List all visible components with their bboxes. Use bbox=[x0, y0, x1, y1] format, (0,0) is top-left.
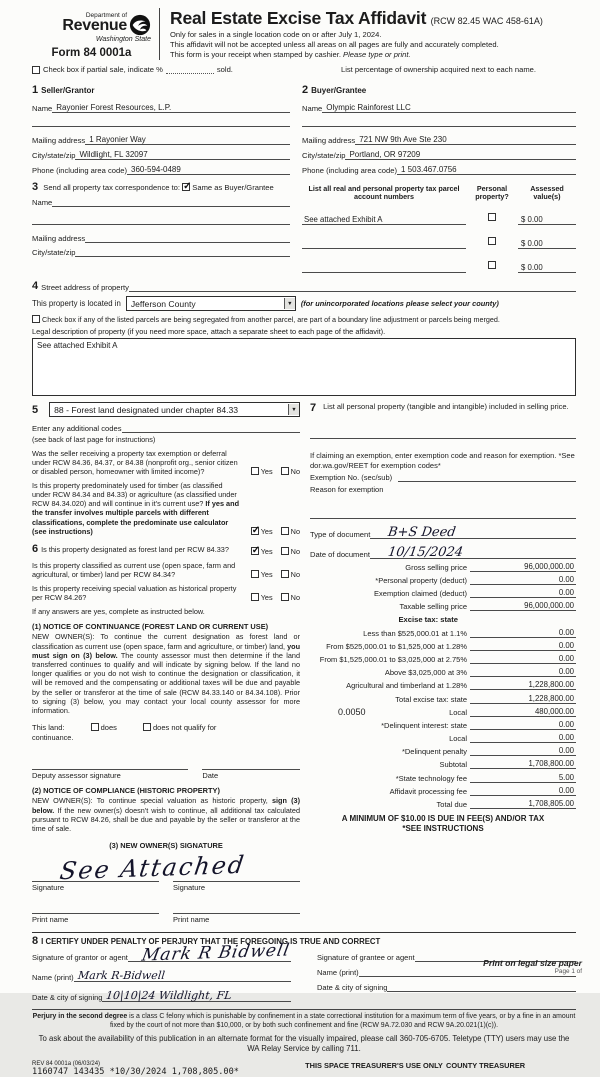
tax-row-label: Gross selling price bbox=[405, 562, 467, 572]
this-land-label: This land: bbox=[32, 723, 65, 733]
print-name-label: Print name bbox=[173, 915, 210, 925]
seller-section-title: Seller/Grantor bbox=[41, 85, 95, 95]
county-note: (for unincorporated locations please select your county) bbox=[300, 299, 499, 309]
parcel-personal-property-checkbox[interactable] bbox=[488, 261, 496, 269]
perjury-notice: Perjury in the second degree is a class C felony which is punishable by confinement in a state correctional institution for a maximum term of five years, or by a fine in an amount fixed by the court of not more than $10,000, or by both such confinement and fine (RCW 9A.72.030 and RCW 9A.20.021(1)(c)). bbox=[32, 1013, 576, 1029]
type-of-document-field[interactable] bbox=[370, 523, 576, 539]
tax-row-label: Local bbox=[449, 734, 467, 744]
additional-codes-field[interactable] bbox=[122, 424, 301, 433]
county-dropdown-value: Jefferson County bbox=[130, 298, 196, 309]
correspondence-name-field[interactable] bbox=[52, 198, 290, 207]
personal-property-header: Personal property? bbox=[475, 183, 509, 201]
additional-codes-label: Enter any additional codes bbox=[32, 424, 122, 434]
county-dropdown[interactable] bbox=[126, 296, 296, 311]
grantor-signature-label: Signature of grantor or agent bbox=[32, 953, 128, 963]
deputy-assessor-date-label: Date bbox=[202, 771, 219, 781]
parcel-row bbox=[302, 255, 576, 273]
treasurer-space-label: THIS SPACE TREASURER'S USE ONLY bbox=[305, 1061, 443, 1071]
buyer-grantee-section bbox=[302, 74, 576, 175]
affidavit-processing-fee-field[interactable]: 0.00 bbox=[470, 786, 576, 796]
deferral-yes-checkbox[interactable] bbox=[251, 467, 259, 475]
grantor-print-name-handwriting: Mark R-Bidwell bbox=[77, 969, 166, 983]
section-7-number: 7 bbox=[310, 402, 317, 415]
form-revision-number: REV 84 0001a (06/03/24) bbox=[32, 1061, 101, 1068]
minimum-due-notice: A MINIMUM OF $10.00 IS DUE IN FEE(S) AND/OR TAX *SEE INSTRUCTIONS bbox=[341, 814, 545, 834]
assessed-value-field[interactable]: $ 0.00 bbox=[518, 239, 576, 249]
parcel-personal-property-checkbox[interactable] bbox=[488, 237, 496, 245]
correspondence-city-field[interactable] bbox=[75, 248, 290, 257]
form-title-reference: (RCW 82.45 WAC 458-61A) bbox=[430, 16, 543, 26]
tier2-tax-field[interactable]: 0.00 bbox=[470, 641, 576, 651]
tax-row-label: Total excise tax: state bbox=[395, 694, 467, 704]
tax-row-label: Less than $525,000.01 at 1.1% bbox=[363, 628, 467, 638]
grantor-date-city-handwriting: 10|10|24 Wildlight, FL bbox=[105, 989, 233, 1003]
current-use-question: Is this property classified as current use (open space, farm and agricultural, or timber) land per RCW 84.34? bbox=[32, 561, 236, 580]
tier4-tax-field[interactable]: 0.00 bbox=[470, 667, 576, 677]
form-header bbox=[32, 8, 576, 60]
agricultural-timberland-tax-field[interactable]: 1,228,800.00 bbox=[470, 680, 576, 690]
exemption-number-field[interactable] bbox=[398, 473, 576, 482]
correspondence-mailing-field[interactable] bbox=[85, 234, 290, 243]
assessed-value-field[interactable]: $ 0.00 bbox=[518, 263, 576, 273]
dor-logo-block bbox=[32, 8, 160, 60]
historic-yes-checkbox[interactable] bbox=[251, 593, 259, 601]
signature-label: Signature bbox=[173, 883, 206, 893]
seller-mailing-label: Mailing address bbox=[32, 135, 86, 145]
predominate-yes-checkbox[interactable] bbox=[251, 527, 259, 535]
parcel-numbers-header: List all real and personal property tax parcel account numbers bbox=[308, 183, 460, 201]
grantee-signature-label: Signature of grantee or agent bbox=[317, 953, 415, 963]
exemption-claimed-field[interactable]: 0.00 bbox=[470, 588, 576, 598]
notice-of-compliance-body: NEW OWNER(S): To continue special valuation as historic property, sign (3) below. If the new owner(s) doesn't wish to continue, all additional tax calculated pursuant to RCW 84.26, shall be due and payable by the seller or transferor at the time of sale. bbox=[32, 796, 300, 833]
notice-of-continuance-title: (1) NOTICE OF CONTINUANCE (FOREST LAND OR CURRENT USE) bbox=[32, 622, 269, 632]
exemption-number-label: Exemption No. (sec/sub) bbox=[310, 472, 393, 482]
grantor-date-city-label: Date & city of signing bbox=[32, 993, 103, 1003]
if-yes-instruction: If any answers are yes, complete as instructed below. bbox=[32, 607, 205, 617]
seller-name-field[interactable]: Rayonier Forest Resources, L.P. bbox=[52, 103, 290, 113]
seller-mailing-field[interactable]: 1 Rayonier Way bbox=[85, 135, 290, 145]
legal-size-paper-note: Print on legal size paper bbox=[483, 958, 582, 968]
certify-statement: I CERTIFY UNDER PENALTY OF PERJURY THAT THE FOREGOING IS TRUE AND CORRECT bbox=[41, 937, 381, 947]
tax-row-label: *Delinquent interest: state bbox=[381, 720, 467, 730]
parcel-account-field[interactable] bbox=[302, 263, 466, 273]
exemption-reason-field[interactable] bbox=[310, 508, 576, 519]
grantor-date-city-field[interactable] bbox=[102, 988, 291, 1002]
notice-of-compliance-title: (2) NOTICE OF COMPLIANCE (HISTORIC PROPERTY) bbox=[32, 786, 220, 796]
agency-subtitle: Washington State bbox=[95, 36, 151, 43]
legal-description-textarea[interactable]: See attached Exhibit A bbox=[32, 338, 576, 396]
grantor-print-name-label: Name (print) bbox=[32, 973, 74, 983]
ownership-percentage-note: List percentage of ownership acquired next to each name. bbox=[340, 64, 536, 74]
buyer-name-label: Name bbox=[302, 103, 323, 113]
excise-tax-state-heading: Excise tax: state bbox=[398, 615, 458, 625]
tax-computation-column bbox=[310, 402, 576, 924]
tax-row-label: *State technology fee bbox=[395, 773, 467, 783]
subtotal-field[interactable]: 1,708,800.00 bbox=[470, 759, 576, 769]
parcel-row bbox=[302, 231, 576, 249]
section-8-number: 8 bbox=[32, 935, 39, 948]
dept-of-label: Department of bbox=[85, 12, 127, 19]
additional-codes-note: (see back of last page for instructions) bbox=[32, 435, 156, 445]
parcel-row bbox=[302, 207, 576, 225]
land-use-code-dropdown[interactable] bbox=[49, 402, 300, 417]
correspondence-mailing-label: Mailing address bbox=[32, 233, 86, 243]
forest-no-checkbox[interactable] bbox=[281, 547, 289, 555]
correspondence-label: Send all property tax correspondence to: bbox=[43, 182, 181, 192]
section-1-number: 1 bbox=[32, 83, 39, 96]
segregated-parcels-checkbox[interactable] bbox=[32, 315, 40, 323]
buyer-mailing-label: Mailing address bbox=[302, 135, 356, 145]
forest-land-question: 6 Is this property designated as forest land per RCW 84.33? bbox=[32, 542, 229, 555]
buyer-city-field[interactable]: Portland, OR 97209 bbox=[345, 150, 576, 160]
deputy-assessor-signature-field[interactable] bbox=[32, 758, 188, 770]
local-rate-value: 0.0050 bbox=[338, 706, 366, 717]
section-3-number: 3 bbox=[32, 180, 39, 193]
exemption-note: If claiming an exemption, enter exemption code and reason for exemption. *See dor.wa.gov/REET for exemption codes* bbox=[310, 451, 575, 470]
historic-no-checkbox[interactable] bbox=[281, 593, 289, 601]
tax-row-label: *Delinquent penalty bbox=[401, 747, 467, 757]
new-owner-print-name-field-2[interactable] bbox=[173, 902, 300, 914]
partial-sale-label: Check box if partial sale, indicate % bbox=[43, 64, 163, 74]
accessibility-notice: To ask about the availability of this publication in an alternate format for the visually impaired, please call 360-705-6705. Teletype (TTY) users may use the WA Relay Service by calling 711. bbox=[38, 1034, 570, 1053]
form-footer bbox=[32, 1009, 576, 1077]
tax-computation-table bbox=[310, 562, 576, 809]
tax-row-label: Local bbox=[449, 707, 467, 717]
seller-name-2-field[interactable] bbox=[32, 118, 290, 127]
tax-row-label: Total due bbox=[436, 800, 467, 810]
grantee-date-city-field[interactable] bbox=[387, 983, 576, 992]
partial-sale-sold-label: sold. bbox=[216, 64, 233, 74]
signature-label: Signature bbox=[32, 883, 65, 893]
buyer-phone-field[interactable]: 1 503.467.0756 bbox=[397, 165, 576, 175]
tax-row-label: Exemption claimed (deduct) bbox=[374, 589, 467, 599]
land-use-column: 5 88 - Forest land designated under chapter 84.33 ▼ Enter any additional codes (see back of last page for instructions) Was the seller receiving a property tax exemption or deferral under RCW 84.36, 84.37, or 84.38 (nonprofit org., senior citizen or disabled person, homeowner with limited income)? Yes No Is this property predominately used for timber (as classified under RCW 84.34 and 84.33) or agriculture (as classified under RCW 84.34.020) and will continue in it's current use? If yes and the transfer involves multiple parcels with different classifications, complete the predominate use calculator (see instructions) ✓ Yes No 6 Is this property designated as forest land per RCW 84.33? ✓ Yes No Is this property classified as current use (open space, farm and agricultural, or timber) land per RCW 84.34? Yes No Is this property receiving special valuation as historical property per RCW 84.26? Yes No If any answers are yes, complete as instructed below. (1) NOTICE OF CONTINUANCE (FOREST LAND OR CURRENT USE) NEW OWNER(S): To continue the current designation as forest land or classification as current use (open space, farm and agriculture, or timber) land, you must sign on (3) below. The county assessor must then determine if the land transferred continues to qualify and will indicate by signing below. If the land no longer qualifies or you do not wish to continue the designation or classification, it will be removed and the compensating or additional taxes will be due and payable by the seller or transferor at the time of sale (RCW 84.33.140 or 84.34.108). Prior to signing (3) below, you may contact your local county assessor for more information. This land: does does not qualify for continuance. Deputy assessor signature Date (2) NOTICE OF COMPLIANCE (HISTORIC PROPERTY) NEW OWNER(S): To continue special valuation as historic property, sign (3) below. If the new owner(s) doesn't wish to continue, all additional tax calculated pursuant to RCW 84.26, shall be due and payable by the seller or transferor at the time of sale. (3) NEW OWNER(S) SIGNATURE See Attached Signature Signature Print name Print name bbox=[32, 402, 300, 924]
personal-property-field[interactable] bbox=[310, 428, 576, 439]
correspondence-name-2-field[interactable] bbox=[32, 216, 290, 225]
personal-property-instruction: List all personal property (tangible and intangible) included in selling price. bbox=[323, 402, 569, 412]
assessed-value-field[interactable]: $ 0.00 bbox=[518, 215, 576, 225]
predominate-no-checkbox[interactable] bbox=[281, 527, 289, 535]
gross-selling-price-field[interactable]: 96,000,000.00 bbox=[470, 562, 576, 572]
buyer-city-label: City/state/zip bbox=[302, 150, 346, 160]
type-of-document-label: Type of document bbox=[310, 529, 371, 539]
tax-row-label: From $525,000.01 to $1,525,000 at 1.28% bbox=[326, 641, 467, 651]
same-as-buyer-checkbox[interactable] bbox=[182, 183, 190, 191]
section-5-number: 5 bbox=[32, 403, 39, 416]
current-use-no-checkbox[interactable] bbox=[281, 570, 289, 578]
delinquent-interest-local-field[interactable]: 0.00 bbox=[470, 733, 576, 743]
located-in-label: This property is located in bbox=[32, 299, 121, 309]
tax-row-label: Taxable selling price bbox=[399, 602, 467, 612]
taxable-selling-price-field[interactable]: 96,000,000.00 bbox=[470, 601, 576, 611]
seller-city-label: City/state/zip bbox=[32, 150, 76, 160]
assessed-value-header: Assessed value(s) bbox=[530, 183, 564, 201]
parcel-personal-property-checkbox[interactable] bbox=[488, 213, 496, 221]
seller-grantor-section bbox=[32, 74, 290, 175]
seller-name-label: Name bbox=[32, 103, 53, 113]
seller-phone-field[interactable]: 360-594-0489 bbox=[127, 165, 290, 175]
deferral-question: Was the seller receiving a property tax exemption or deferral under RCW 84.36, 84.37, or 84.38 (nonprofit org., senior citizen or disabled person, homeowner with limited income)? bbox=[32, 449, 238, 477]
form-instructions: Only for sales in a single location code on or after July 1, 2024. This affidavit will not be accepted unless all areas on all pages are fully and accurately completed. This form is your receipt when stamped by cashier. Please type or print. bbox=[170, 30, 499, 59]
street-address-label: Street address of property bbox=[41, 283, 129, 293]
tier3-tax-field[interactable]: 0.00 bbox=[470, 654, 576, 664]
new-owners-signature-title: (3) NEW OWNER(S) SIGNATURE bbox=[109, 841, 223, 851]
segregated-parcels-label: Check box if any of the listed parcels are being segregated from another parcel, are part of a boundary line adjustment or parcels being merged. bbox=[42, 315, 500, 325]
deputy-assessor-date-field[interactable] bbox=[202, 758, 300, 770]
parcel-account-field[interactable] bbox=[302, 239, 466, 249]
date-of-document-handwriting: 10/15/2024 bbox=[386, 544, 464, 560]
total-state-excise-tax-field[interactable]: 1,228,800.00 bbox=[470, 694, 576, 704]
personal-property-deduct-field[interactable]: 0.00 bbox=[470, 575, 576, 585]
exemption-reason-label: Reason for exemption bbox=[310, 484, 384, 494]
partial-sale-checkbox[interactable] bbox=[32, 66, 40, 74]
deputy-assessor-signature-label: Deputy assessor signature bbox=[32, 771, 121, 781]
historic-property-question: Is this property receiving special valuation as historical property per RCW 84.26? bbox=[32, 584, 237, 603]
total-due-field[interactable]: 1,708,805.00 bbox=[470, 799, 576, 809]
current-use-yes-checkbox[interactable] bbox=[251, 570, 259, 578]
tax-row-label: Above $3,025,000 at 3% bbox=[384, 668, 467, 678]
correspondence-city-label: City/state/zip bbox=[32, 247, 76, 257]
date-of-document-field[interactable] bbox=[370, 543, 576, 559]
tax-row-label: *Personal property (deduct) bbox=[375, 576, 467, 586]
continuance-label: continuance. bbox=[32, 733, 74, 743]
new-owner-print-name-field-1[interactable] bbox=[32, 902, 159, 914]
state-technology-fee-field[interactable]: 5.00 bbox=[470, 773, 576, 783]
print-name-label: Print name bbox=[32, 915, 69, 925]
agency-name: Revenue bbox=[62, 17, 127, 34]
buyer-name-field[interactable]: Olympic Rainforest LLC bbox=[322, 103, 576, 113]
grantor-print-name-field[interactable] bbox=[74, 968, 291, 982]
property-location-section bbox=[32, 280, 576, 396]
form-title: Real Estate Excise Tax Affidavit bbox=[170, 8, 427, 28]
seller-city-field[interactable]: Wildlight, FL 32097 bbox=[75, 150, 290, 160]
page-number: Page 1 of bbox=[554, 968, 582, 975]
legal-description-label: Legal description of property (if you need more space, attach a separate sheet to each page of the affidavit). bbox=[32, 327, 386, 337]
tier1-tax-field[interactable]: 0.00 bbox=[470, 628, 576, 638]
section-4-number: 4 bbox=[32, 280, 39, 293]
grantor-signature-handwriting: Mark R Bidwell bbox=[140, 940, 292, 966]
land-use-code-value: 88 - Forest land designated under chapter 84.33 bbox=[54, 404, 239, 415]
notice-of-continuance-body: NEW OWNER(S): To continue the current designation as forest land or classification as current use (open space, farm and agriculture, or timber) land, you must sign on (3) below. The county assessor must then determine if the land transferred continues to qualify and will indicate by signing below. If the land no longer qualifies or you do not wish to continue the designation or classification, it will be removed and the compensating or additional taxes will be due and payable by the seller or transferor at the time of sale (RCW 84.33.140 or 84.34.108). Prior to signing (3) below, you may contact your local county assessor for more information. bbox=[32, 632, 300, 716]
correspondence-name-label: Name bbox=[32, 197, 53, 207]
forest-yes-checkbox[interactable] bbox=[251, 547, 259, 555]
buyer-name-2-field[interactable] bbox=[302, 118, 576, 127]
date-of-document-label: Date of document bbox=[310, 549, 370, 559]
county-treasurer-label: COUNTY TREASURER bbox=[446, 1061, 526, 1071]
land-does-checkbox[interactable] bbox=[91, 723, 99, 731]
dor-logo-icon bbox=[129, 14, 151, 36]
buyer-phone-label: Phone (including area code) bbox=[302, 165, 397, 175]
predominate-use-question: Is this property predominately used for timber (as classified under RCW 84.34 and 84.33) or agriculture (as classified under RCW 84.34.020) and will continue in it's current use? If yes and the transfer involves multiple parcels with different classifications, complete the predominate use calculator (see instructions) bbox=[32, 481, 240, 536]
parcel-table bbox=[302, 181, 576, 274]
local-tax-field[interactable]: 480,000.00 bbox=[470, 707, 576, 717]
buyer-mailing-field[interactable]: 721 NW 9th Ave Ste 230 bbox=[355, 135, 576, 145]
chevron-down-icon[interactable]: ▼ bbox=[288, 404, 299, 415]
delinquent-interest-state-field[interactable]: 0.00 bbox=[470, 720, 576, 730]
land-does-not-checkbox[interactable] bbox=[143, 723, 151, 731]
new-owner-signature-handwriting: See Attached bbox=[58, 850, 248, 886]
tax-correspondence-section bbox=[32, 181, 290, 274]
form-number: Form 84 0001a bbox=[51, 47, 132, 59]
tax-row-label: Subtotal bbox=[439, 760, 467, 770]
section-6-number: 6 bbox=[32, 542, 39, 555]
tax-row-label: Agricultural and timberland at 1.28% bbox=[346, 681, 467, 691]
same-as-buyer-label: Same as Buyer/Grantee bbox=[192, 182, 274, 192]
chevron-down-icon[interactable]: ▼ bbox=[284, 298, 295, 309]
type-of-document-handwriting: B+S Deed bbox=[387, 524, 458, 540]
print-instructions bbox=[483, 958, 582, 975]
street-address-field[interactable] bbox=[129, 283, 576, 292]
tax-row-label: From $1,525,000.01 to $3,025,000 at 2.75% bbox=[319, 654, 467, 664]
section-2-number: 2 bbox=[302, 83, 309, 96]
cashier-stamp: 1160747 143435 *10/30/2024 1,708,805.00* bbox=[32, 1067, 239, 1077]
buyer-section-title: Buyer/Grantee bbox=[311, 85, 367, 95]
delinquent-penalty-field[interactable]: 0.00 bbox=[470, 746, 576, 756]
parcel-account-field[interactable]: See attached Exhibit A bbox=[302, 215, 466, 225]
tax-row-label: Affidavit processing fee bbox=[389, 786, 467, 796]
grantee-print-name-label: Name (print) bbox=[317, 968, 359, 978]
grantee-date-city-label: Date & city of signing bbox=[317, 983, 388, 993]
seller-phone-label: Phone (including area code) bbox=[32, 165, 127, 175]
deferral-no-checkbox[interactable] bbox=[281, 467, 289, 475]
